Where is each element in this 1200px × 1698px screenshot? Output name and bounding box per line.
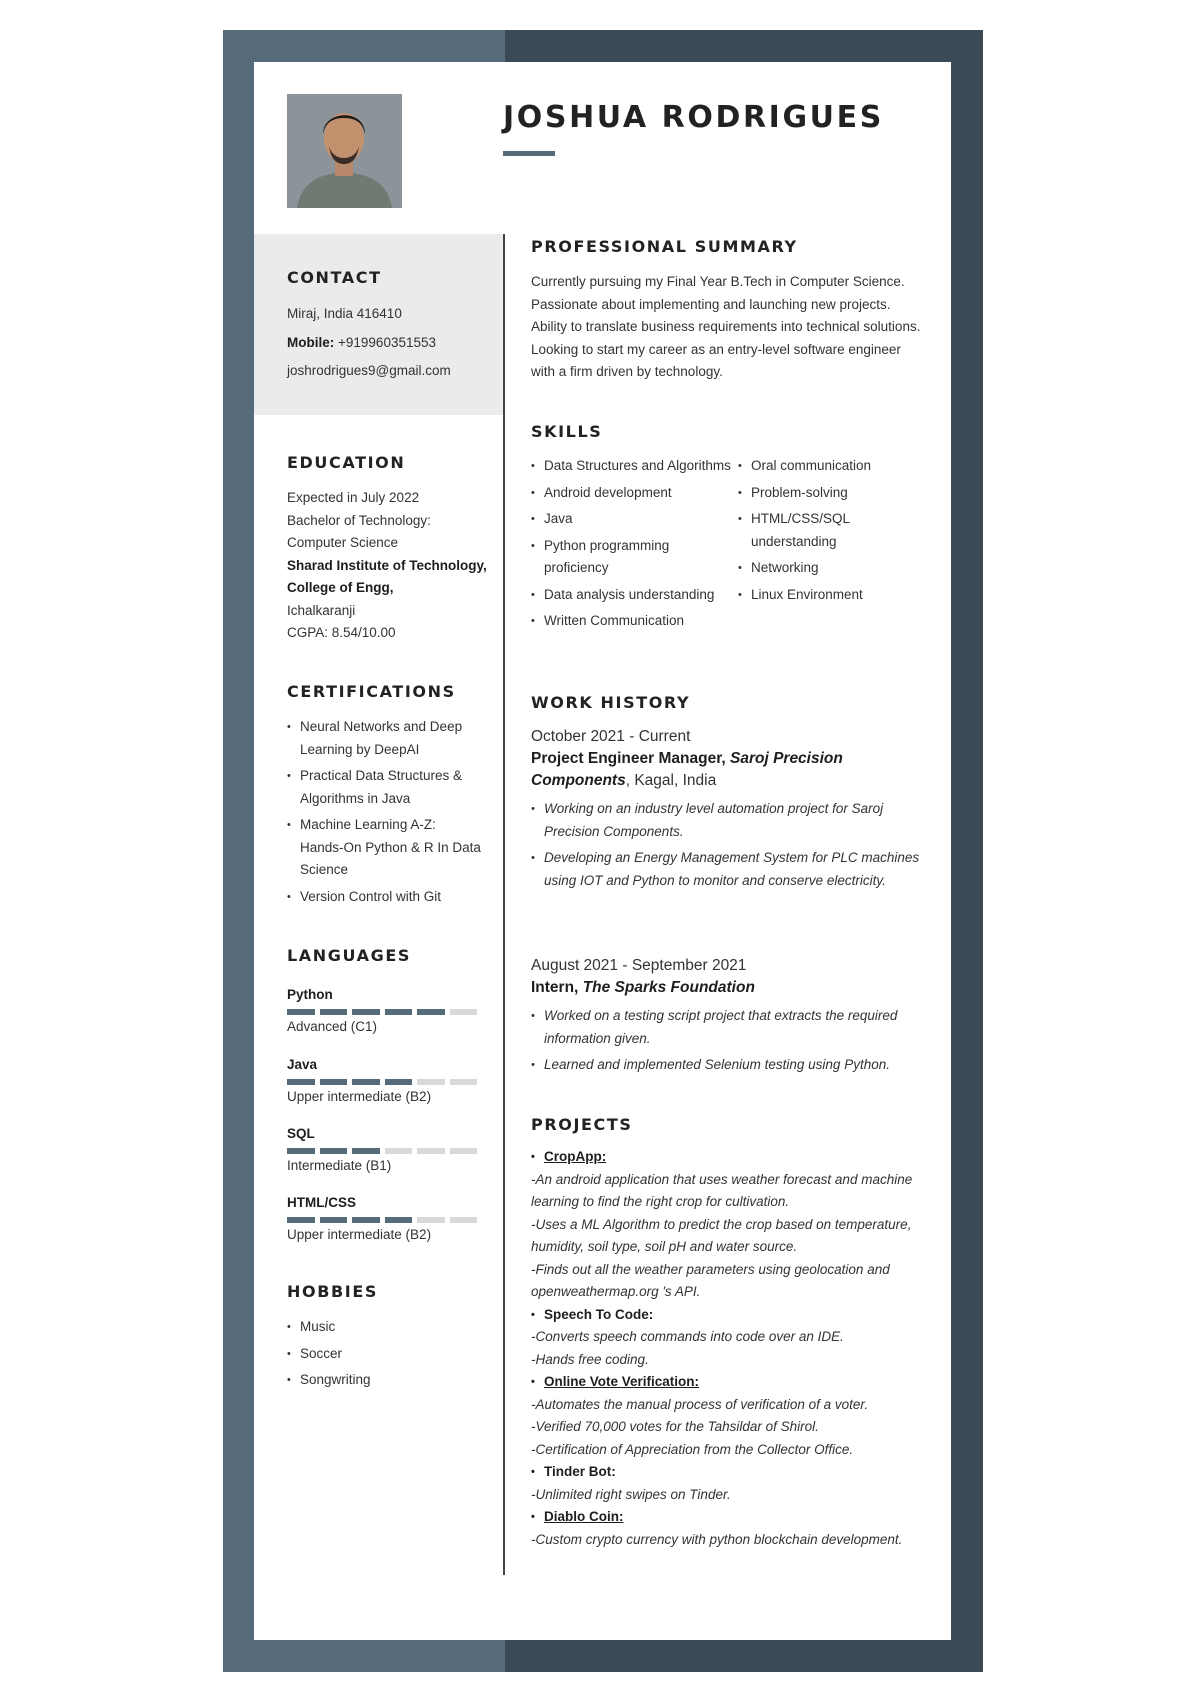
projects-heading: PROJECTS — [531, 1115, 633, 1134]
job-bullets — [531, 798, 926, 892]
project-detail: -Unlimited right swipes on Tinder. — [531, 1486, 731, 1502]
project-detail: -Certification of Appreciation from the Collector Office. — [531, 1441, 854, 1457]
job-bullet: • Working on an industry level automation project for Saroj Precision Components. — [531, 798, 926, 843]
contact-email[interactable]: joshrodrigues9@gmail.com — [287, 363, 451, 378]
skill-item: • Data analysis understanding — [531, 584, 731, 607]
skill-item: • Linux Environment — [738, 584, 918, 607]
project-detail: -Hands free coding. — [531, 1351, 649, 1367]
skill-item: • Oral communication — [738, 455, 918, 478]
mobile-label: Mobile: — [287, 335, 335, 350]
skills-heading: SKILLS — [531, 422, 603, 441]
skill-item: • Python programming proficiency — [531, 535, 731, 580]
language-level: Advanced (C1) — [287, 1019, 378, 1034]
contact-heading: CONTACT — [287, 268, 382, 287]
proficiency-segment-empty — [450, 1079, 478, 1085]
skill-item: • Data Structures and Algorithms — [531, 455, 731, 478]
proficiency-bar — [287, 1009, 477, 1015]
job-dates: August 2021 - September 2021 — [531, 957, 747, 974]
projects-list — [531, 1146, 921, 1551]
education-cgpa: CGPA: 8.54/10.00 — [287, 625, 396, 640]
project-detail: -Uses a ML Algorithm to predict the crop based on temperature, humidity, soil type, soil pH and water source. — [531, 1216, 912, 1254]
proficiency-segment-empty — [450, 1148, 478, 1154]
job-entry — [531, 726, 926, 896]
proficiency-segment-filled — [352, 1079, 380, 1085]
skills-column-2 — [738, 455, 918, 610]
job-location: , Kagal, India — [625, 772, 717, 789]
job-dates: October 2021 - Current — [531, 728, 691, 745]
language-entry — [287, 1193, 477, 1245]
proficiency-segment-filled — [320, 1148, 348, 1154]
proficiency-segment-filled — [287, 1148, 315, 1154]
summary-heading: PROFESSIONAL SUMMARY — [531, 237, 798, 256]
proficiency-segment-filled — [320, 1217, 348, 1223]
skill-item: • Java — [531, 508, 731, 531]
skill-item: • Networking — [738, 557, 918, 580]
language-entry — [287, 1055, 477, 1107]
certifications-list — [287, 716, 482, 912]
skill-item: • HTML/CSS/SQL understanding — [738, 508, 918, 553]
proficiency-segment-empty — [417, 1217, 445, 1223]
language-level: Upper intermediate (B2) — [287, 1227, 432, 1242]
proficiency-segment-filled — [417, 1009, 445, 1015]
skill-item: • Android development — [531, 482, 731, 505]
project-title: • Tinder Bot: — [531, 1461, 921, 1484]
profile-photo — [287, 94, 402, 208]
contact-mobile — [287, 332, 436, 355]
languages-heading: LANGUAGES — [287, 946, 411, 965]
education-institute: Sharad Institute of Technology, College of Engg, — [287, 557, 487, 595]
job-bullet: • Developing an Energy Management System for PLC machines using IOT and Python to monitor and conserve electricity. — [531, 847, 926, 892]
job-entry — [531, 955, 926, 1081]
certification-item: • Practical Data Structures & Algorithms in Java — [287, 765, 482, 810]
proficiency-segment-filled — [385, 1009, 413, 1015]
language-name: Java — [287, 1057, 318, 1072]
project-detail: -Custom crypto currency with python blockchain development. — [531, 1531, 903, 1547]
language-entry — [287, 1124, 477, 1176]
hobby-item: • Music — [287, 1316, 482, 1339]
job-title-line — [531, 748, 926, 792]
proficiency-segment-filled — [385, 1217, 413, 1223]
language-name: SQL — [287, 1126, 315, 1141]
project-title: • Speech To Code: — [531, 1304, 921, 1327]
mobile-number[interactable]: +919960351553 — [338, 335, 436, 350]
language-name: HTML/CSS — [287, 1195, 356, 1210]
skill-item: • Problem-solving — [738, 482, 918, 505]
job-title: Project Engineer Manager, — [531, 750, 726, 767]
project-title: • Online Vote Verification: — [531, 1371, 921, 1394]
education-heading: EDUCATION — [287, 453, 406, 472]
project-detail: -An android application that uses weather forecast and machine learning to find the right crop for cultivation. — [531, 1171, 913, 1209]
candidate-name: JOSHUA RODRIGUES — [503, 100, 884, 135]
proficiency-segment-filled — [320, 1009, 348, 1015]
proficiency-segment-empty — [450, 1009, 478, 1015]
project-detail: -Verified 70,000 votes for the Tahsildar of Shirol. — [531, 1419, 819, 1434]
education-field: Computer Science — [287, 535, 399, 550]
hobbies-heading: HOBBIES — [287, 1282, 378, 1301]
education-city: Ichalkaranji — [287, 602, 356, 618]
skill-item: • Written Communication — [531, 610, 731, 633]
proficiency-segment-filled — [287, 1079, 315, 1085]
proficiency-segment-filled — [352, 1009, 380, 1015]
hobby-item: • Songwriting — [287, 1369, 482, 1392]
proficiency-bar — [287, 1148, 477, 1154]
proficiency-segment-filled — [352, 1148, 380, 1154]
language-level: Upper intermediate (B2) — [287, 1089, 432, 1104]
proficiency-segment-filled — [352, 1217, 380, 1223]
proficiency-segment-filled — [320, 1079, 348, 1085]
contact-address: Miraj, India 416410 — [287, 306, 402, 321]
education-degree: Bachelor of Technology: — [287, 512, 431, 528]
project-detail: -Automates the manual process of verification of a voter. — [531, 1396, 869, 1412]
certification-item: • Machine Learning A-Z: Hands-On Python & R In Data Science — [287, 814, 482, 882]
proficiency-segment-filled — [287, 1009, 315, 1015]
education-block — [287, 487, 487, 645]
project-title: • CropApp: — [531, 1146, 921, 1169]
education-expected: Expected in July 2022 — [287, 490, 420, 505]
language-name: Python — [287, 987, 333, 1002]
project-detail: -Finds out all the weather parameters using geolocation and openweathermap.org 's API. — [531, 1261, 890, 1299]
job-bullets — [531, 1005, 926, 1077]
proficiency-segment-filled — [385, 1079, 413, 1085]
column-divider — [503, 234, 505, 1575]
job-bullet: • Worked on a testing script project that extracts the required information given. — [531, 1005, 926, 1050]
skills-column-1 — [531, 455, 731, 637]
job-title: Intern, — [531, 979, 579, 996]
certification-item: • Neural Networks and Deep Learning by DeepAI — [287, 716, 482, 761]
language-level: Intermediate (B1) — [287, 1158, 392, 1173]
hobbies-list — [287, 1316, 482, 1396]
job-bullet: • Learned and implemented Selenium testing using Python. — [531, 1054, 926, 1077]
hobby-item: • Soccer — [287, 1343, 482, 1366]
person-silhouette-icon — [287, 94, 402, 208]
summary-text: Currently pursuing my Final Year B.Tech in Computer Science. Passionate about implementing and launching new projects. Ability to translate business requirements into technical solutions. Looking to start my career as an entry-level software engineer with a firm driven by technology. — [531, 274, 921, 379]
proficiency-segment-empty — [385, 1148, 413, 1154]
language-entry — [287, 985, 477, 1037]
proficiency-segment-filled — [287, 1217, 315, 1223]
proficiency-bar — [287, 1217, 477, 1223]
proficiency-segment-empty — [417, 1079, 445, 1085]
project-title: • Diablo Coin: — [531, 1506, 921, 1529]
work-heading: WORK HISTORY — [531, 693, 691, 712]
proficiency-segment-empty — [450, 1217, 478, 1223]
project-detail: -Converts speech commands into code over an IDE. — [531, 1329, 844, 1344]
proficiency-bar — [287, 1079, 477, 1085]
job-company: The Sparks Foundation — [582, 979, 755, 996]
job-title-line — [531, 977, 926, 999]
job-company: Saroj Precision Components — [531, 750, 843, 789]
certifications-heading: CERTIFICATIONS — [287, 682, 456, 701]
proficiency-segment-empty — [417, 1148, 445, 1154]
certification-item: • Version Control with Git — [287, 886, 482, 909]
name-underline — [503, 151, 555, 156]
